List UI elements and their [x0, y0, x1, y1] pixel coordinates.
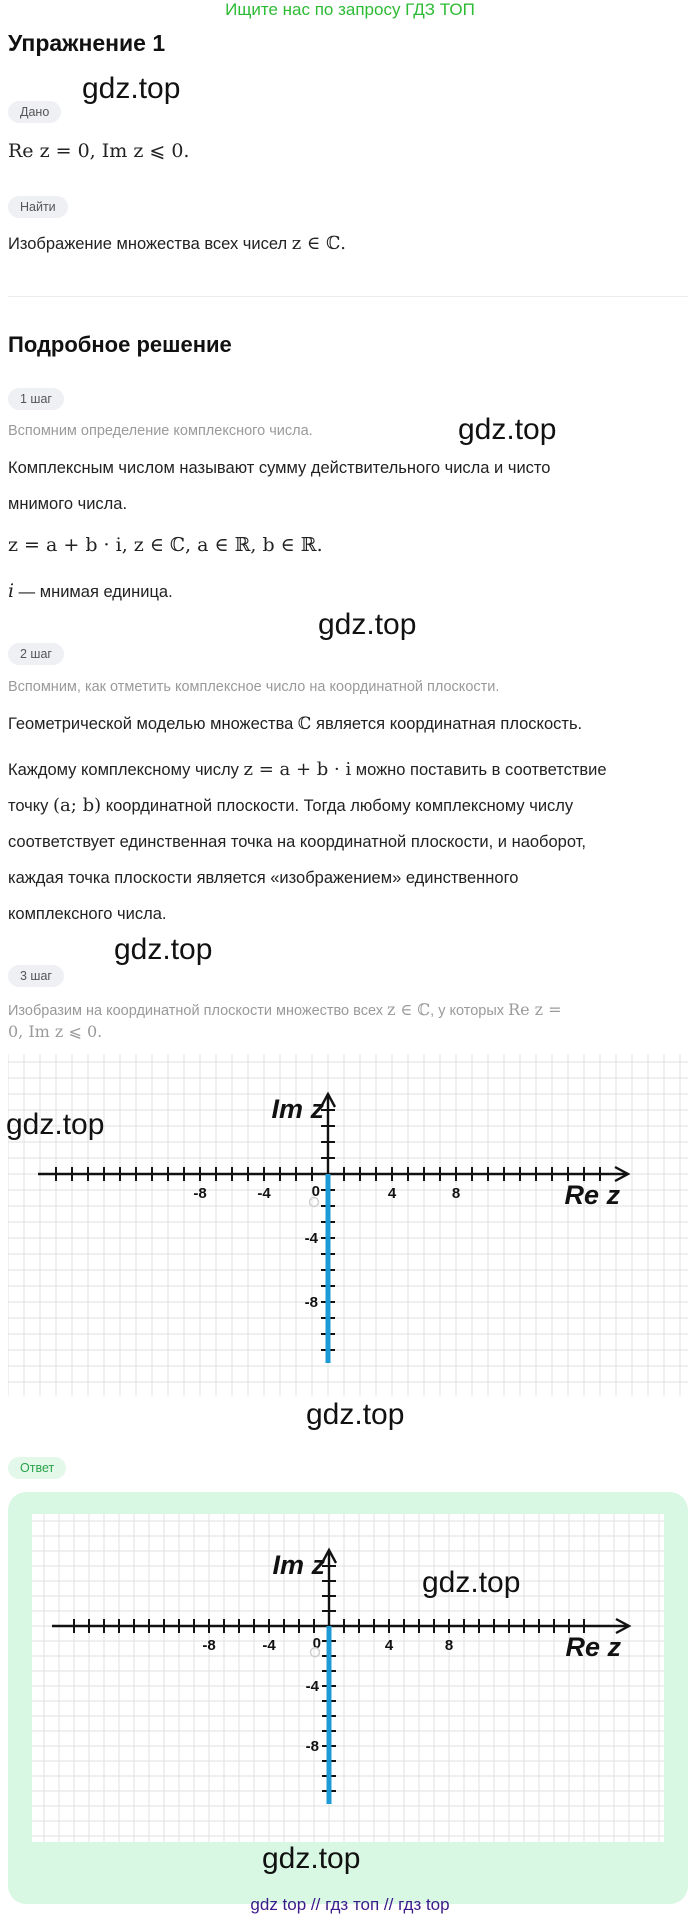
step-1-imaginary-unit — [8, 580, 173, 602]
step-2-line3-b: координатной плоскости. Тогда любому комплексному числу — [101, 797, 574, 815]
step-2-line2-b: можно поставить в соответствие — [351, 761, 607, 779]
x-tick-label: -4 — [257, 1185, 271, 1202]
step-2-line3-a: точку — [8, 797, 54, 815]
answer-coordinate-plane-svg — [32, 1514, 664, 1842]
step-2-line5: каждая точка плоскости является «изображением» единственного — [8, 869, 519, 887]
page-title: Упражнение 1 — [8, 30, 166, 56]
axes — [38, 1094, 628, 1363]
step-2-hint: Вспомним, как отметить комплексное число на координатной плоскости. — [8, 679, 500, 695]
given-badge: Дано — [8, 101, 61, 123]
y-tick-label: -4 — [305, 1678, 319, 1695]
step-2-line1-a: Геометрической моделью множества — [8, 715, 298, 733]
grid-lines — [8, 1054, 688, 1396]
step-2-line6: комплексного числа. — [8, 905, 167, 923]
step-2-line1-b: является координатная плоскость. — [311, 715, 583, 733]
footer-links: gdz top // гдз топ // гдз top — [250, 1895, 450, 1914]
step-3-badge: 3 шаг — [8, 965, 64, 987]
find-math: z ∈ ℂ. — [291, 233, 347, 254]
coordinate-plane — [8, 1054, 688, 1396]
tick-labels — [193, 1094, 620, 1311]
search-banner: Ищите нас по запросу ГДЗ ТОП — [225, 0, 475, 19]
watermark: gdz.top — [458, 413, 557, 446]
step-3-hint — [8, 1000, 562, 1019]
step-1-hint: Вспомним определение комплексного числа. — [8, 423, 313, 439]
step-1-formula: z = a + b · i, z ∈ ℂ, a ∈ ℝ, b ∈ ℝ. — [8, 534, 323, 556]
step-3-hint-b: , у которых — [430, 1003, 509, 1019]
step-1-badge: 1 шаг — [8, 388, 64, 410]
y-axis-label: Im z — [272, 1550, 325, 1580]
watermark: gdz.top — [6, 1108, 105, 1141]
step-2-line1 — [8, 706, 582, 742]
coordinate-plane-svg — [8, 1054, 688, 1396]
step-3-hint-m: z ∈ ℂ — [386, 1000, 431, 1019]
answer-coordinate-plane — [32, 1514, 664, 1842]
x-tick-label: 8 — [444, 1637, 454, 1654]
step-2-line2-m: z = a + b · i — [243, 759, 352, 780]
find-text-label: Изображение множества всех чисел — [8, 235, 292, 253]
i-symbol: i — [8, 580, 15, 602]
solution-title: Подробное решение — [8, 332, 232, 357]
x-tick-label: -4 — [262, 1637, 276, 1654]
watermark: gdz.top — [82, 72, 181, 105]
watermark: gdz.top — [306, 1398, 405, 1431]
y-axis-label: Im z — [271, 1094, 324, 1124]
x-tick-label: -8 — [193, 1185, 207, 1202]
y-tick-label: -8 — [304, 1294, 318, 1311]
watermark: gdz.top — [318, 608, 417, 641]
find-text — [8, 233, 346, 254]
y-tick-label: -4 — [304, 1230, 318, 1247]
x-tick-label: -8 — [202, 1637, 216, 1654]
step-2-line2 — [8, 752, 607, 788]
x-axis-label: Re z — [565, 1632, 621, 1662]
step-2-line1-c: ℂ — [297, 714, 312, 734]
find-badge: Найти — [8, 196, 68, 218]
x-tick-label: 4 — [384, 1637, 394, 1654]
step-3-hint-a: Изобразим на координатной плоскости множество всех — [8, 1003, 387, 1019]
x-axis-label: Re z — [564, 1180, 620, 1210]
i-description: — мнимая единица. — [14, 583, 173, 601]
watermark: gdz.top — [422, 1566, 521, 1599]
x-tick-label: 8 — [451, 1185, 461, 1202]
section-divider — [8, 296, 688, 297]
step-1-line2: мнимого числа. — [8, 495, 128, 513]
answer-badge: Ответ — [8, 1457, 66, 1479]
step-3-hint-line2: 0, Im z ⩽ 0. — [8, 1022, 103, 1041]
watermark: gdz.top — [114, 933, 213, 966]
origin-label: 0 — [312, 1635, 321, 1652]
given-expression: Re z = 0, Im z ⩽ 0. — [8, 140, 190, 162]
y-tick-label: -8 — [305, 1738, 319, 1755]
step-2-line2-a: Каждому комплексному числу — [8, 761, 244, 779]
origin-label: 0 — [311, 1183, 320, 1200]
step-2-badge: 2 шаг — [8, 643, 64, 665]
step-2-line4: соответствует единственная точка на координатной плоскости, и наоборот, — [8, 833, 586, 851]
step-3-hint-m2: Re z = — [508, 1000, 562, 1019]
step-1-line1: Комплексным числом называют сумму действительного числа и чисто — [8, 459, 551, 477]
step-2-line3 — [8, 788, 573, 824]
x-tick-label: 4 — [387, 1185, 397, 1202]
step-2-line3-m: (a; b) — [53, 795, 102, 816]
watermark: gdz.top — [262, 1842, 361, 1875]
